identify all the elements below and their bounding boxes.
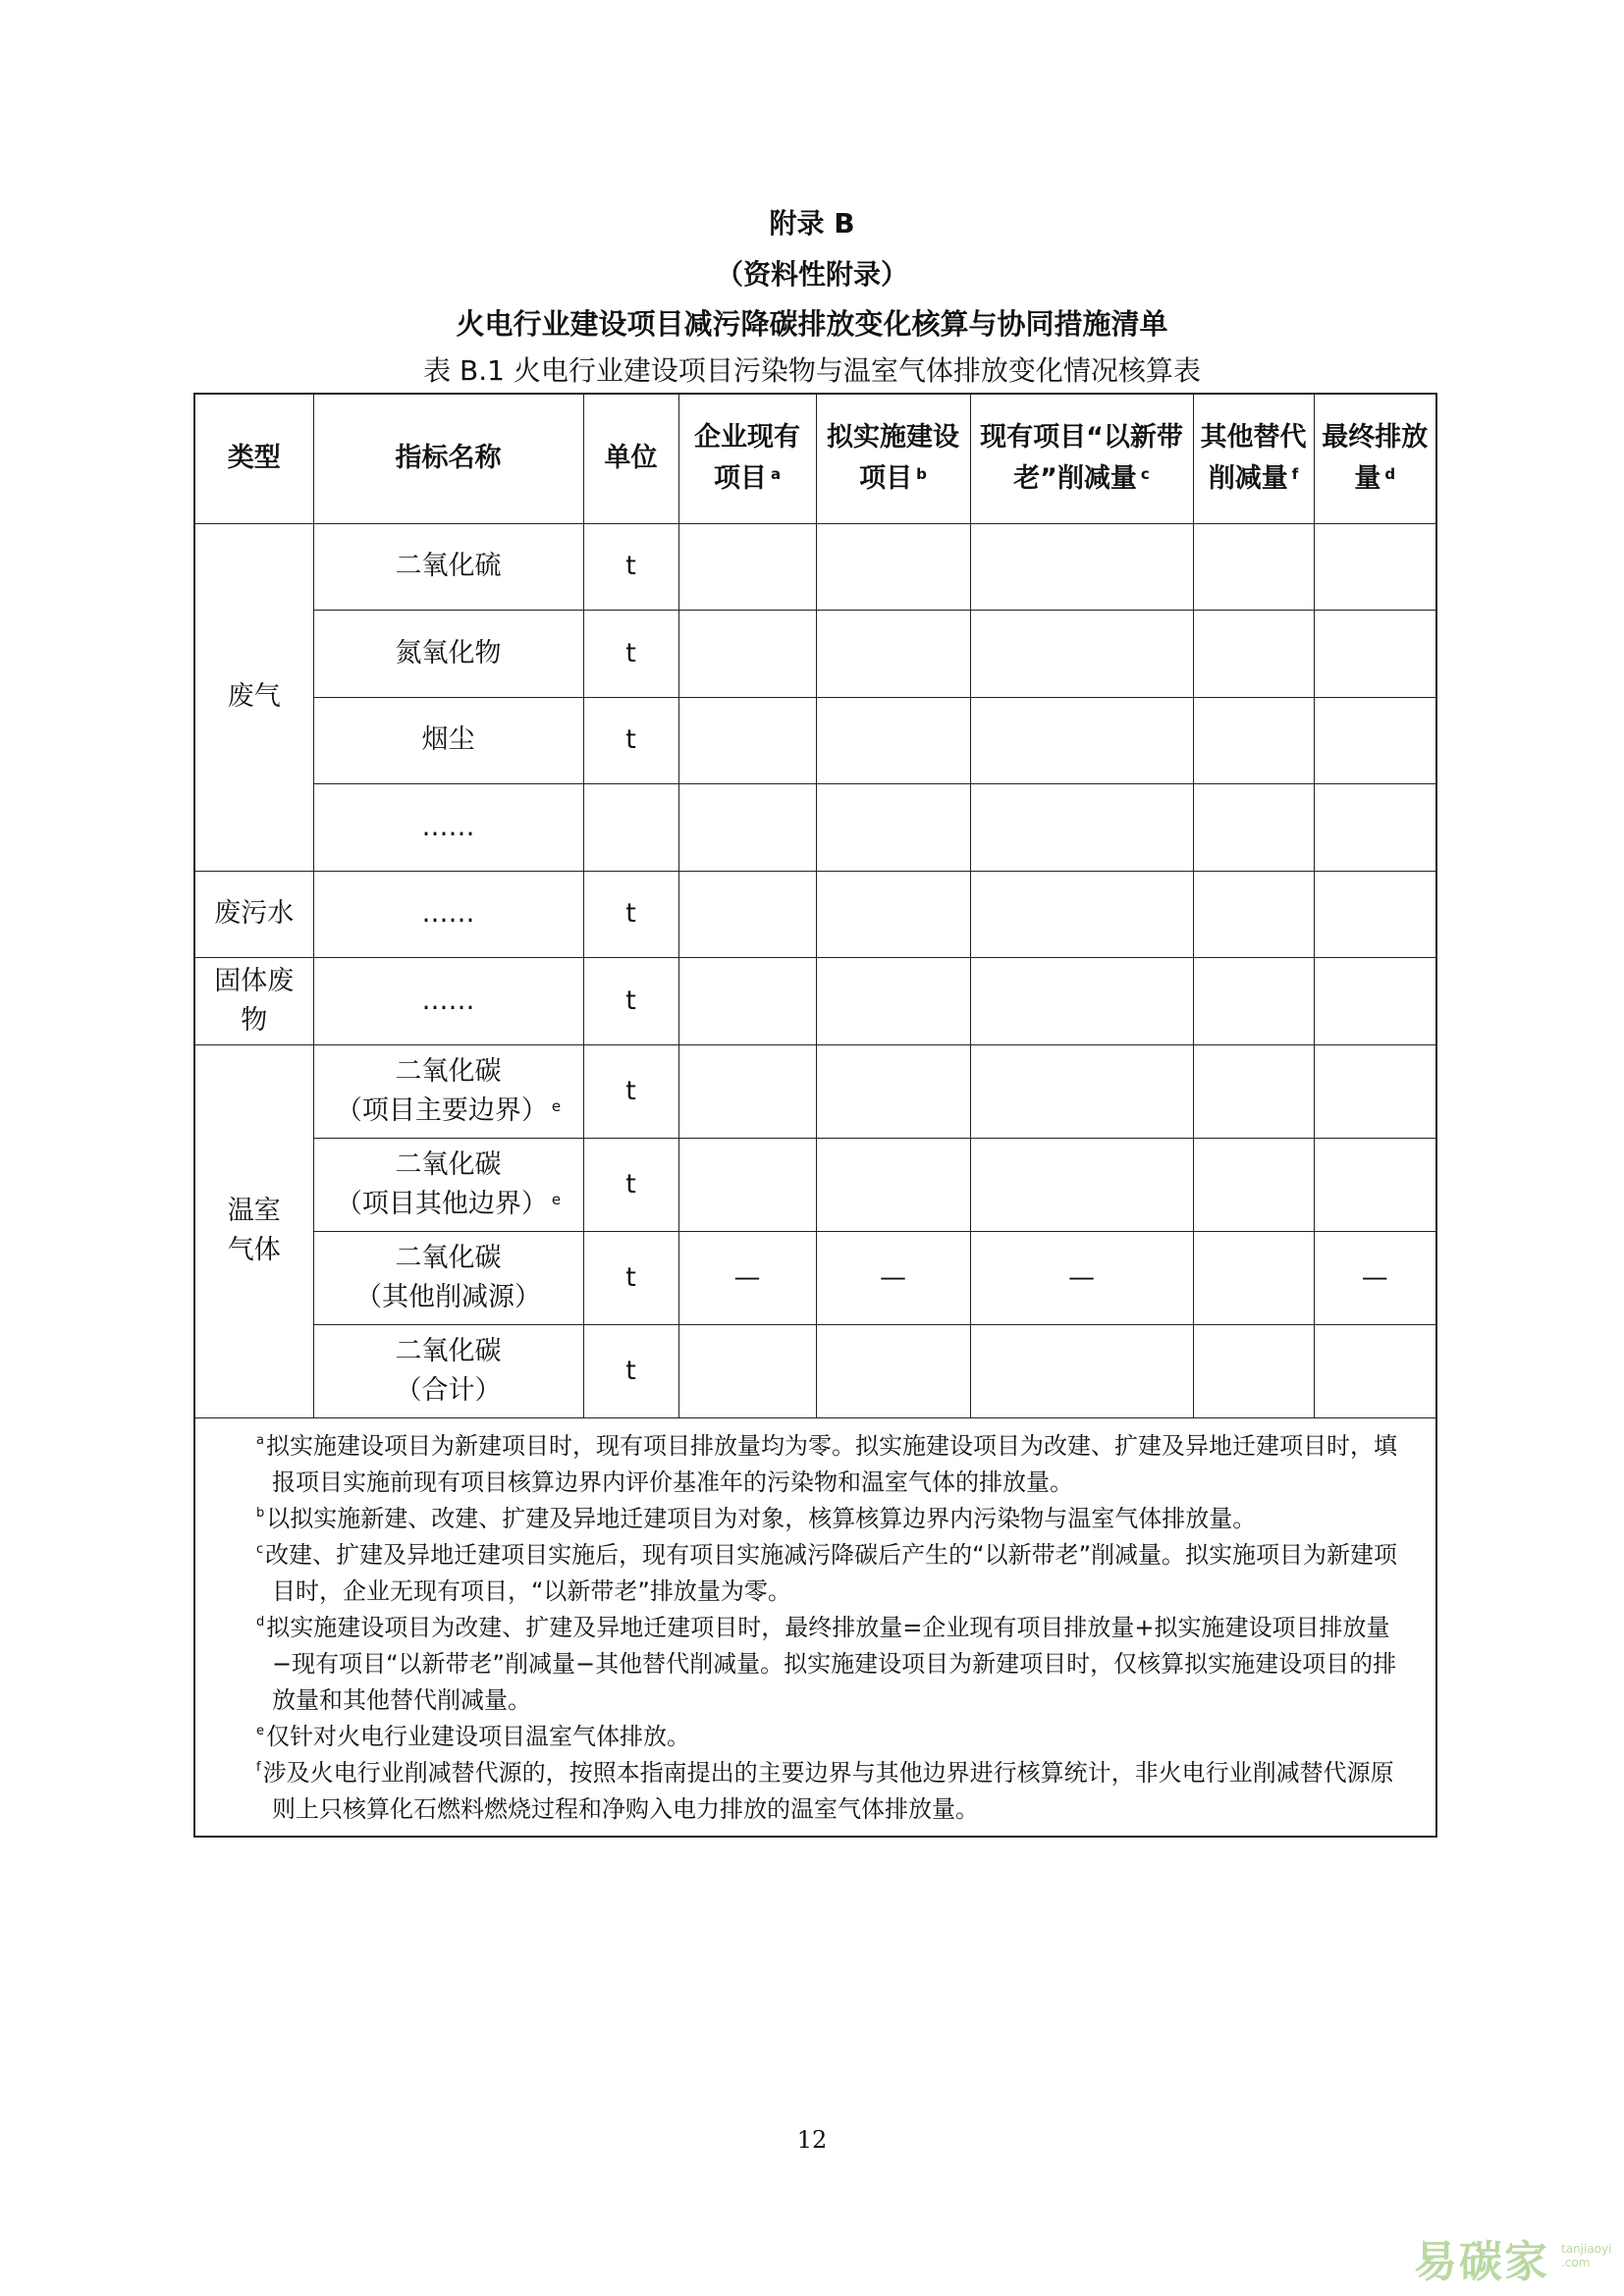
- header-proposed-project: 拟实施建设项目 $^b$: [816, 394, 970, 523]
- indicator-cell: 氮氧化物: [313, 610, 583, 697]
- table-row: [194, 1324, 1436, 1417]
- table-row: [194, 1044, 1436, 1138]
- unit-cell: t: [583, 1231, 678, 1324]
- appendix-type: （资料性附录）: [715, 258, 908, 291]
- section-title: 火电行业建设项目减污降碳排放变化核算与协同措施清单: [456, 307, 1168, 341]
- group-exhaust: 废气: [194, 523, 313, 871]
- unit-cell: t: [583, 1138, 678, 1231]
- unit-cell: t: [583, 610, 678, 697]
- indicator-cell: 二氧化碳 （其他削减源）: [313, 1231, 583, 1324]
- table-caption: 表 B.1 火电行业建设项目污染物与温室气体排放变化情况核算表: [423, 354, 1201, 387]
- header-existing-project: 企业现有项目 $^a$: [678, 394, 816, 523]
- indicator-cell: 二氧化硫: [313, 523, 583, 610]
- group-greenhouse-gas: 温室气体: [194, 1044, 313, 1417]
- note-f: $^f$涉及火电行业削减替代源的，按照本指南提出的主要边界与其他边界进行核算统计，非火电行业削减替代源原则上只核算化石燃料燃烧过程和净购入电力排放的温室气体排放量。: [256, 1758, 1394, 1823]
- dash-cell: —: [970, 1231, 1193, 1324]
- table-row: [194, 1138, 1436, 1231]
- dash-cell: —: [816, 1231, 970, 1324]
- header-indicator: 指标名称: [313, 394, 583, 523]
- table-row: [194, 610, 1436, 697]
- unit-cell: t: [583, 957, 678, 1044]
- indicator-cell: 二氧化碳 （项目主要边界） $^e$: [313, 1044, 583, 1138]
- header-type: 类型: [194, 394, 313, 523]
- unit-cell: t: [583, 523, 678, 610]
- header-other-reduction: 其他替代削减量 $^f$: [1193, 394, 1314, 523]
- note-c: $^c$改建、扩建及异地迁建项目实施后，现有项目实施减污降碳后产生的“以新带老”削减量。拟实施项目为新建项目时，企业无现有项目，“以新带老”排放量为零。: [256, 1540, 1398, 1605]
- unit-cell: t: [583, 697, 678, 783]
- indicator-cell: 烟尘: [313, 697, 583, 783]
- note-a: $^a$拟实施建设项目为新建项目时，现有项目排放量均为零。拟实施建设项目为改建、扩建及异地迁建项目时，填报项目实施前现有项目核算边界内评价基准年的污染物和温室气体的排放量。: [256, 1431, 1397, 1496]
- notes-row: [194, 1417, 1436, 1837]
- unit-cell: [583, 783, 678, 871]
- header-final-emission: 最终排放量 $^d$: [1314, 394, 1436, 523]
- header-unit: 单位: [583, 394, 678, 523]
- appendix-title: 附录 B: [769, 207, 855, 240]
- watermark-logo: 易碳家 tanjiaoyi .com: [1414, 2237, 1612, 2287]
- table-row: [194, 523, 1436, 610]
- page-number: 12: [796, 2126, 828, 2154]
- indicator-cell: 二氧化碳 （项目其他边界） $^e$: [313, 1138, 583, 1231]
- table-header-row: [194, 394, 1436, 523]
- unit-cell: t: [583, 871, 678, 957]
- note-e: $^e$仅针对火电行业建设项目温室气体排放。: [256, 1722, 690, 1750]
- table-row: [194, 697, 1436, 783]
- table-row: [194, 783, 1436, 871]
- table-row: [194, 1231, 1436, 1324]
- emission-accounting-table: [193, 393, 1437, 1838]
- table-row: [194, 957, 1436, 1044]
- dash-cell: —: [678, 1231, 816, 1324]
- table-row: [194, 871, 1436, 957]
- indicator-cell: 二氧化碳 （合计）: [313, 1324, 583, 1417]
- group-wastewater: 废污水: [194, 871, 313, 957]
- table-notes: [194, 1417, 1436, 1837]
- unit-cell: t: [583, 1044, 678, 1138]
- group-solid-waste: 固体废物: [194, 957, 313, 1044]
- note-d: $^d$拟实施建设项目为改建、扩建及异地迁建项目时，最终排放量=企业现有项目排放量+拟实施建设项目排放量−现有项目“以新带老”削减量−其他替代削减量。拟实施建设项目为新建项目时，仅核算拟实施建设项目的排放量和其他替代削减量。: [256, 1613, 1397, 1714]
- dash-cell: —: [1314, 1231, 1436, 1324]
- indicator-cell: ……: [313, 957, 583, 1044]
- unit-cell: t: [583, 1324, 678, 1417]
- header-offset-reduction: 现有项目“以新带老”削减量 $^c$: [970, 394, 1193, 523]
- indicator-cell: ……: [313, 871, 583, 957]
- note-b: $^b$以拟实施新建、改建、扩建及异地迁建项目为对象，核算核算边界内污染物与温室气体排放量。: [256, 1504, 1257, 1532]
- indicator-cell: ……: [313, 783, 583, 871]
